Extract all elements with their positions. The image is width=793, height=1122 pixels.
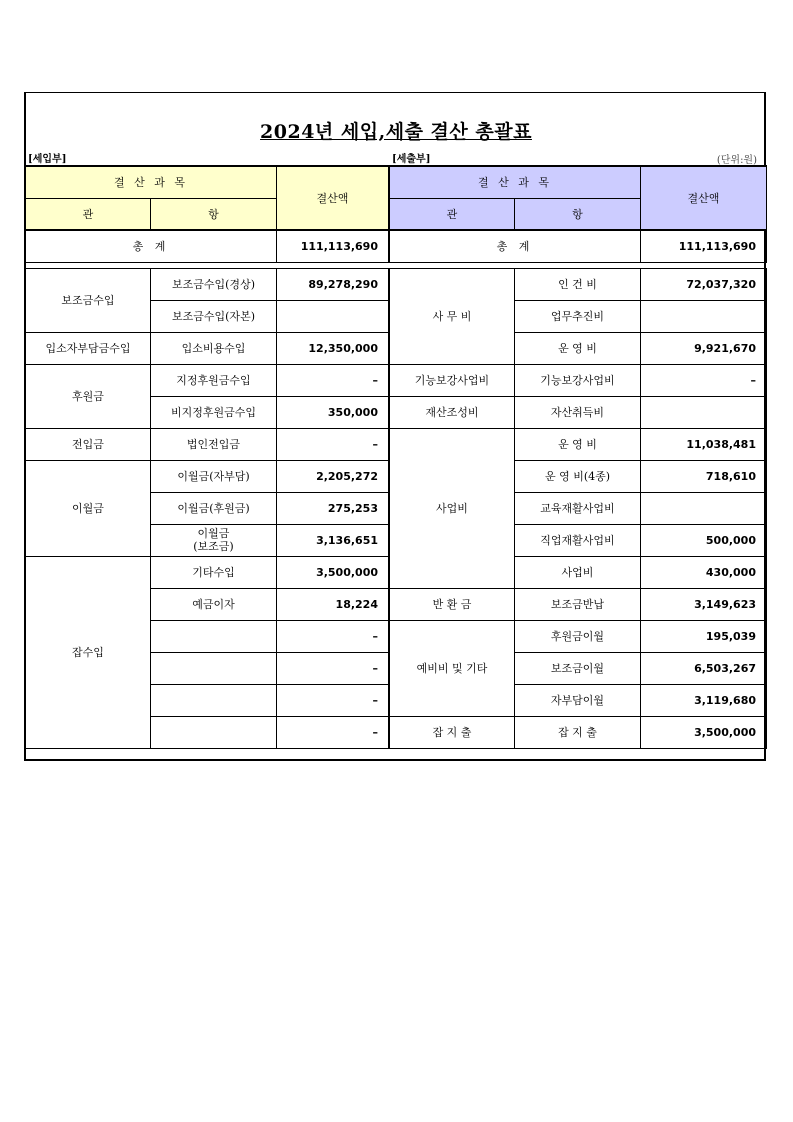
expense-amount: 430,000 — [641, 556, 767, 588]
income-hang — [151, 652, 277, 684]
income-hang: 예금이자 — [151, 588, 277, 620]
income-amount: 18,224 — [277, 588, 389, 620]
income-gwan: 잡수입 — [26, 556, 151, 748]
income-amount: – — [277, 716, 389, 748]
income-amount: 275,253 — [277, 492, 389, 524]
income-hang — [151, 716, 277, 748]
expense-amount: 718,610 — [641, 460, 767, 492]
income-table — [25, 165, 389, 749]
expense-amount: 9,921,670 — [641, 332, 767, 364]
expense-hang: 후원금이월 — [515, 620, 641, 652]
expense-category-header: 결 산 과 목 — [390, 166, 641, 198]
expense-amount: 11,038,481 — [641, 428, 767, 460]
expense-hang: 사업비 — [515, 556, 641, 588]
income-section-label: [세입부] — [28, 154, 67, 165]
expense-gwan-header: 관 — [390, 198, 515, 230]
expense-hang: 운 영 비 — [515, 428, 641, 460]
expense-section-label: [세출부] — [392, 154, 431, 165]
expense-amount: 3,149,623 — [641, 588, 767, 620]
income-hang: 이월금(자부담) — [151, 460, 277, 492]
income-total-amount: 111,113,690 — [277, 230, 389, 262]
income-gwan: 입소자부담금수입 — [26, 332, 151, 364]
expense-total-label: 총 계 — [390, 230, 641, 262]
income-hang: 보조금수입(자본) — [151, 300, 277, 332]
income-amount-header: 결산액 — [277, 166, 389, 230]
expense-hang: 직업재활사업비 — [515, 524, 641, 556]
income-amount: – — [277, 652, 389, 684]
income-hang: 기타수입 — [151, 556, 277, 588]
expense-amount: 195,039 — [641, 620, 767, 652]
income-hang: 법인전입금 — [151, 428, 277, 460]
income-amount: 350,000 — [277, 396, 389, 428]
income-amount: 89,278,290 — [277, 268, 389, 300]
income-amount: – — [277, 428, 389, 460]
page-title: 2024년 세입,세출 결산 총괄표 — [260, 121, 532, 143]
expense-hang: 운 영 비(4종) — [515, 460, 641, 492]
expense-amount — [641, 396, 767, 428]
expense-hang: 업무추진비 — [515, 300, 641, 332]
income-gwan: 후원금 — [26, 364, 151, 428]
income-hang: 비지정후원금수입 — [151, 396, 277, 428]
income-hang: 보조금수입(경상) — [151, 268, 277, 300]
expense-gwan: 반 환 금 — [390, 588, 515, 620]
income-amount: 12,350,000 — [277, 332, 389, 364]
income-amount: 3,136,651 — [277, 524, 389, 556]
expense-hang: 기능보강사업비 — [515, 364, 641, 396]
income-hang: 이월금 (보조금) — [151, 524, 277, 556]
income-gwan-header: 관 — [26, 198, 151, 230]
income-category-header: 결 산 과 목 — [26, 166, 277, 198]
expense-hang: 자산취득비 — [515, 396, 641, 428]
income-gwan: 전입금 — [26, 428, 151, 460]
expense-total-amount: 111,113,690 — [641, 230, 767, 262]
expense-gwan: 잡 지 출 — [390, 716, 515, 748]
unit-label: (단위:원) — [716, 155, 757, 166]
income-hang: 이월금(후원금) — [151, 492, 277, 524]
expense-amount-header: 결산액 — [641, 166, 767, 230]
expense-amount — [641, 492, 767, 524]
income-total-label: 총 계 — [26, 230, 277, 262]
income-hang: 입소비용수입 — [151, 332, 277, 364]
income-gwan: 이월금 — [26, 460, 151, 556]
expense-amount: 6,503,267 — [641, 652, 767, 684]
expense-hang: 운 영 비 — [515, 332, 641, 364]
expense-amount: 3,500,000 — [641, 716, 767, 748]
expense-amount: 3,119,680 — [641, 684, 767, 716]
expense-hang: 잡 지 출 — [515, 716, 641, 748]
expense-gwan: 예비비 및 기타 — [390, 620, 515, 716]
expense-amount: – — [641, 364, 767, 396]
income-amount — [277, 300, 389, 332]
income-hang — [151, 684, 277, 716]
expense-hang: 자부담이월 — [515, 684, 641, 716]
income-amount: 3,500,000 — [277, 556, 389, 588]
expense-gwan: 사 무 비 — [390, 268, 515, 364]
income-hang: 지정후원금수입 — [151, 364, 277, 396]
expense-table — [389, 165, 767, 749]
income-amount: 2,205,272 — [277, 460, 389, 492]
expense-hang: 보조금이월 — [515, 652, 641, 684]
expense-gwan: 재산조성비 — [390, 396, 515, 428]
income-hang-header: 항 — [151, 198, 277, 230]
expense-hang: 보조금반납 — [515, 588, 641, 620]
expense-hang: 인 건 비 — [515, 268, 641, 300]
expense-amount: 500,000 — [641, 524, 767, 556]
income-amount: – — [277, 364, 389, 396]
income-gwan: 보조금수입 — [26, 268, 151, 332]
expense-gwan: 사업비 — [390, 428, 515, 588]
expense-hang: 교육재활사업비 — [515, 492, 641, 524]
income-amount: – — [277, 620, 389, 652]
income-hang — [151, 620, 277, 652]
expense-amount: 72,037,320 — [641, 268, 767, 300]
expense-hang-header: 항 — [515, 198, 641, 230]
expense-amount — [641, 300, 767, 332]
expense-gwan: 기능보강사업비 — [390, 364, 515, 396]
income-amount: – — [277, 684, 389, 716]
